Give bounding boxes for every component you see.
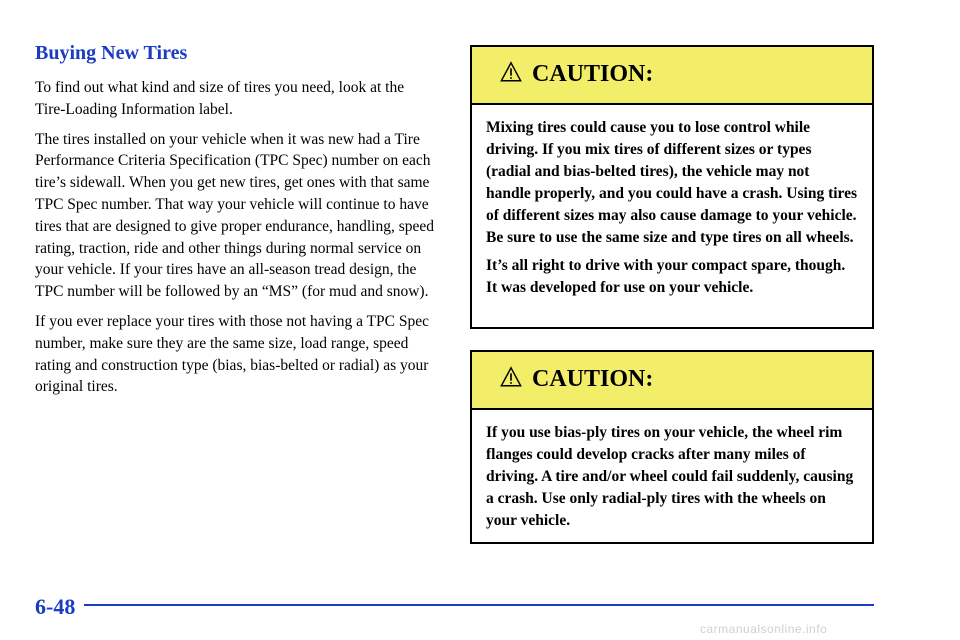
paragraph-tire-label: To find out what kind and size of tires you need, look at the Tire‑Loading Information label. <box>35 79 405 118</box>
caution-text: It’s all right to drive with your compact spare, though. It was developed for use on your vehicle. <box>486 257 846 296</box>
paragraph-tpc-spec: The tires installed on your vehicle when it was new had a Tire Performance Criteria Specification (TPC Spec) number on each tire’s sidewall. When you get new tires, get ones with that same TPC Spec number. That way your vehicle will continue to have tires that are designed to give proper endurance, handling, speed rating, traction, ride and other things during normal service on your vehicle. If your tires have an all‑season tread design, the TPC number will be followed by an “MS” (for mud and snow). <box>35 130 434 301</box>
caution-box-bias-ply <box>470 350 874 544</box>
footer-rule <box>84 604 874 606</box>
watermark: carmanualsonline.info <box>700 622 828 636</box>
page-number: 6-48 <box>35 594 76 619</box>
paragraph-replacement: If you ever replace your tires with those not having a TPC Spec number, make sure they are the same size, load range, speed rating and construction type (bias, bias‑belted or radial) as your original tires. <box>35 312 430 396</box>
caution-text: If you use bias‑ply tires on your vehicle, the wheel rim flanges could develop cracks after many miles of driving. A tire and/or wheel could fail suddenly, causing a crash. Use only radial‑ply tires with the wheels on your vehicle. <box>486 424 854 529</box>
caution-title: CAUTION: <box>532 366 654 392</box>
caution-box-mixing-tires <box>470 45 874 329</box>
body-text <box>35 77 440 406</box>
caution-text: Mixing tires could cause you to lose control while driving. If you mix tires of different sizes or types (radial and bias‑belted tires), the vehicle may not handle properly, and you could have a crash. Using tires of different sizes may also cause damage to your vehicle. Be sure to use the same size and type tires on all wheels. <box>486 119 858 246</box>
caution-title: CAUTION: <box>532 61 654 87</box>
caution-header <box>472 47 872 105</box>
caution-header <box>472 352 872 410</box>
caution-body <box>472 410 872 548</box>
warning-triangle-icon <box>500 61 522 83</box>
warning-triangle-icon <box>500 366 522 388</box>
section-title: Buying New Tires <box>35 42 188 64</box>
caution-body <box>472 105 872 315</box>
